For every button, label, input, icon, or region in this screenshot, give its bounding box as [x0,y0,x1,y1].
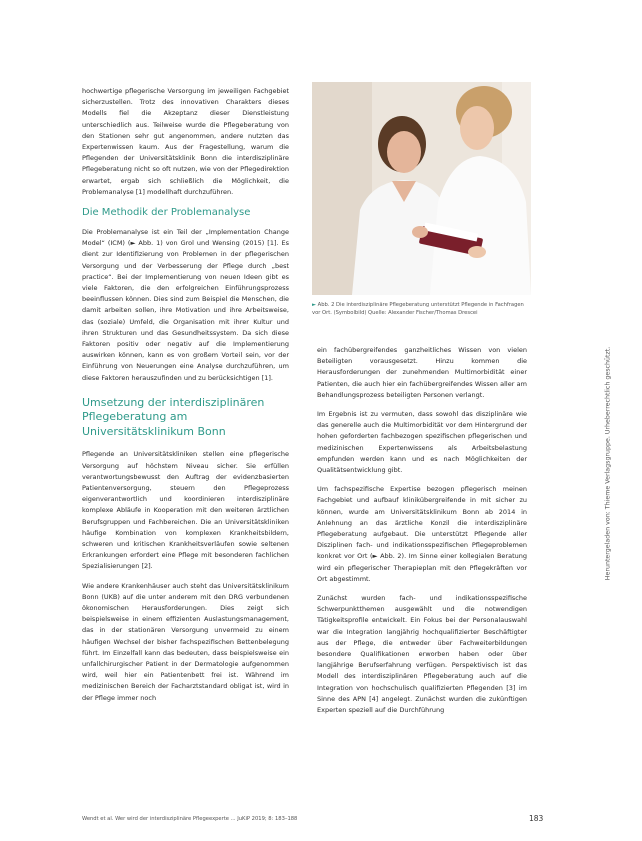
paragraph: Wie andere Krankenhäuser auch steht das Universitätsklinikum Bonn (UKB) auf die unter anderem mit den DRG verbundenen ökonomischen Herausforderungen. Dies zeigt sich beispielsweise in einem effizienten Auslastungsmanagement, das in der stationären Versorgung unvermeid zu einem häufigen Wechsel der bisher fachspezifischen Bettenbelegung führt. Im Einzelfall kann das bedeuten, dass beispielsweise ein unfallchirurgischer Patient in der Dermatologie aufgenommen wird, weil hier ein Patientenbett frei ist. Während im medizinischen Bereich der Facharztstandard obligat ist, wird in der Pflege immer noch [82,581,289,702]
caption-arrow-icon: ► [312,302,316,308]
nurses-photo-illustration [312,82,531,295]
footer-citation: Wendt et al. Wer wird der interdisziplinäre Pflegeexperte ... JuKiP 2019; 8: 183–188 [82,816,298,822]
paragraph: Zunächst wurden fach- und indikationsspezifische Schwerpunktthemen ausgewählt und die notwendigen Tätigkeitsprofile entwickelt. Ein Fokus bei der Personalauswahl war die Integration langjährig hochqualifizierter Beschäftigter aus der Pflege, die entweder über Fachweiterbildungen besondere Qualifikationen erworben haben oder über langjährige Berufserfahrung verfügen. Perspektivisch ist das Modell des interdisziplinären Pflegeberatung auch auf die Integration von hochschulisch qualifizierten Pflegenden [3] im Sinne des APN [4] angelegt. Zunächst wurden die zukünftigen Experten speziell auf die Durchführung [317,594,527,715]
left-column [82,86,289,712]
figure-caption [312,301,531,317]
paragraph: Im Ergebnis ist zu vermuten, dass sowohl das disziplinäre wie das generelle auch die Multimorbidität vor dem Hintergrund der hohen geforderten fachbezogen spezifischen pflegerischen und medizinischen Expertenwissens als Arbeitsbelastung empfunden werden kann und es nach Möglichkeiten der Qualitätsentwicklung gibt. [317,410,527,475]
figure-photo [312,82,531,295]
paragraph: Pflegende an Universitätskliniken stellen eine pflegerische Versorgung auf höchstem Niveau sicher. Sie erfüllen verantwortungsbewusst den Auftrag der evidenzbasierten Patientenversorgung, steuern den Pflegeprozess eigenverantwortlich und koordinieren interdisziplinäre komplexe Abläufe in Kooperation mit den weiteren ärztlichen Berufsgruppen und Fachbereichen. Die an Universitätskliniken häufige Kombination von komplexen Krankheitsbildern, schweren und kritischen Krankheitsverläufen sowie seltenen Erkrankungen erfordert eine Pflege mit besonderen fachlichen Spezialisierungen [2]. [82,450,289,571]
paragraph: Um fachspezifische Expertise bezogen pflegerisch meinen Fachgebiet und aufbauf klinikübergreifende in mit sicher zu können, wurde am Universitätsklinikum Bonn ab 2014 in Anlehnung an das ärztliche Konzil die interdisziplinäre Pflegeberatung aufgebaut. Die unterstützt Pflegende aller Disziplinen fach- und indikationsspezifischen Pflegeproblemen konkret vor Ort (► Abb. 2). Im Sinne einer kollegialen Beratung wird ein pflegerischer Therapieplan mit den Pflegekräften vor Ort abgestimmt. [317,485,527,583]
paragraph: Die Problemanalyse ist ein Teil der „Implementation Change Model“ (ICM) (► Abb. 1) von Grol und Wensing (2015) [1]. Es dient zur Identifizierung von Problemen in der pflegerischen Versorgung und der Verbesserung der Pflege durch „best practice“. Bei der Implementierung von neuen Ideen gibt es viele Faktoren, die den erfolgreichen Einführungsprozess beeinflussen können. Dies sind zum Beispiel die Menschen, die damit arbeiten sollen, ihre Motivation und ihre Arbeitsweise, das (soziale) Umfeld, die Organisation mit ihrer Kultur und ihren Strukturen und das Gesundheitssystem. Da sich diese Faktoren positiv oder negativ auf die Implementierung auswirken können, kann es von großem Vorteil sein, vor der Einführung von Neuerungen eine Analyse durchzuführen, um diese Faktoren herauszufinden und zu berücksichtigen [1]. [82,228,289,382]
download-notice: Heruntergeladen von: Thieme Verlagsgruppe. Urheberrechtlich geschützt. [604,346,612,581]
right-column [317,345,527,724]
page-number: 183 [529,814,544,823]
section-heading: Die Methodik der Problemanalyse [82,207,251,219]
section-heading: Umsetzung der interdisziplinären Pflegeberatung am Universitätsklinikum Bonn [82,395,265,438]
paragraph: ein fachübergreifendes ganzheitliches Wissen von vielen Beteiligten vorausgesetzt. Hinzu kommen die Herausforderungen der zunehmenden Multimorbidität einer Patienten, die auch hier ein fachübergreifendes Wissen aller am Behandlungsprozess beteiligten Personen verlangt. [317,346,527,399]
caption-text: Abb. 2 Die interdisziplinäre Pflegeberatung unterstützt Pflegende in Fachfragen vor Ort. (Symbolbild) Quelle: Alexander Fischer/Thomas Drescei [312,302,524,316]
paragraph: hochwertige pflegerische Versorgung im jeweiligen Fachgebiet sicherzustellen. Trotz des innovativen Charakters dieses Modells fiel die Akzeptanz dieser Dienstleistung unterschiedlich aus. Teilweise wurde die Pflegeberatung von den Stationen sehr gut angenommen, andere nutzten das Expertenwissen kaum. Aus der Fragestellung, warum die Pflegenden der Universitätsklinik Bonn die interdisziplinäre Pflegeberatung nicht so oft nutzen, wie von der Pflegedirektion erwartet, ergab sich schließlich die Möglichkeit, die Problemanalyse [1] modellhaft durchzuführen. [82,87,289,196]
